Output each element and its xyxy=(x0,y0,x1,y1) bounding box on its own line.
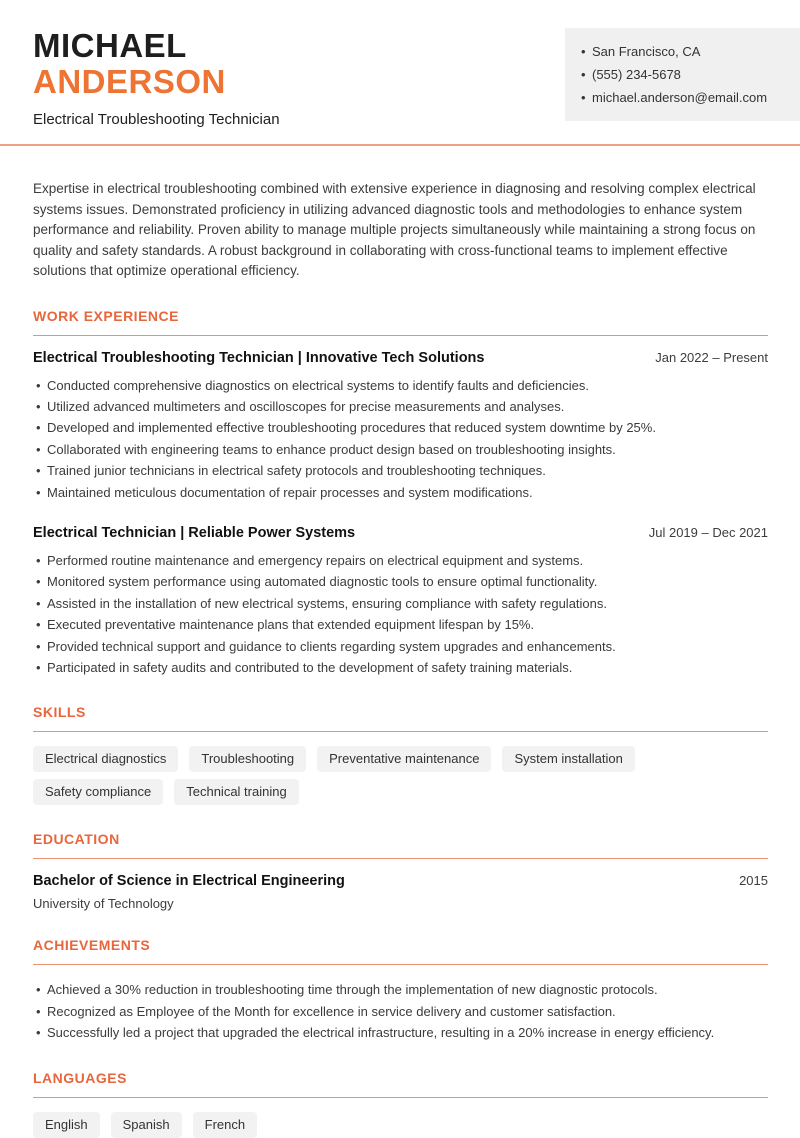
section-work-experience xyxy=(33,308,768,679)
contact-card xyxy=(565,28,800,121)
job-bullet-list xyxy=(33,375,768,503)
job-bullet: • Utilized advanced multimeters and oscilloscopes for precise measurements and analyses. xyxy=(33,396,768,417)
skill-tag: Safety compliance xyxy=(33,779,163,805)
full-name xyxy=(33,28,565,100)
skill-tag-list xyxy=(33,746,768,805)
summary-paragraph: Expertise in electrical troubleshooting combined with extensive experience in diagnosing and resolving complex electrical systems issues. Demonstrated proficiency in utilizing advanced diagnostic tools and methodologies to enhance system performance and reliability. Proven ability to manage multiple projects simultaneously while maintaining a strong focus on quality and safety standards. A robust background in collaborating with cross-functional teams to implement effective solutions that optimize operational efficiency. xyxy=(33,181,756,278)
job-bullet: • Trained junior technicians in electrical safety protocols and troubleshooting techniques. xyxy=(33,460,768,481)
section-education xyxy=(33,831,768,911)
language-tag: Spanish xyxy=(111,1112,182,1138)
last-name: ANDERSON xyxy=(33,63,226,100)
job-entry-head xyxy=(33,350,768,366)
job-bullet: • Provided technical support and guidance to clients regarding system upgrades and enhancements. xyxy=(33,636,768,657)
job-bullet: • Conducted comprehensive diagnostics on electrical systems to identify faults and deficiencies. xyxy=(33,375,768,396)
education-entry-head xyxy=(33,873,768,889)
achievement-list xyxy=(33,979,768,1043)
job-bullet: • Developed and implemented effective troubleshooting procedures that reduced system downtime by 25%. xyxy=(33,417,768,438)
job-bullet: • Monitored system performance using automated diagnostic tools to ensure optimal functionality. xyxy=(33,571,768,592)
job-title: Electrical Troubleshooting Technician | Innovative Tech Solutions xyxy=(33,349,485,366)
job-headline: Electrical Troubleshooting Technician xyxy=(33,111,280,128)
section-heading-education: EDUCATION xyxy=(33,831,768,859)
school-name: University of Technology xyxy=(33,896,174,912)
section-languages xyxy=(33,1070,768,1138)
contact-item: • (555) 234-5678 xyxy=(579,63,784,86)
first-name: MICHAEL xyxy=(33,27,187,64)
job-dates: Jul 2019 – Dec 2021 xyxy=(648,524,768,540)
section-heading-skills: SKILLS xyxy=(33,704,768,732)
education-entry xyxy=(33,873,768,911)
contact-item: • michael.anderson@email.com xyxy=(579,86,784,109)
degree-title: Bachelor of Science in Electrical Engineering xyxy=(33,873,345,890)
achievement-bullet: • Achieved a 30% reduction in troubleshooting time through the implementation of new diagnostic protocols. xyxy=(33,979,768,1000)
language-tag: French xyxy=(193,1112,257,1138)
section-heading-work: WORK EXPERIENCE xyxy=(33,308,768,336)
achievement-bullet: • Recognized as Employee of the Month for excellence in service delivery and customer satisfaction. xyxy=(33,1001,768,1022)
job-entry-head xyxy=(33,525,768,541)
contact-list xyxy=(579,40,784,109)
header xyxy=(33,28,768,128)
name-block xyxy=(33,28,565,128)
achievement-bullet: • Successfully led a project that upgraded the electrical infrastructure, resulting in a 20% increase in energy efficiency. xyxy=(33,1022,768,1043)
job-bullet: • Participated in safety audits and contributed to the development of safety training materials. xyxy=(33,657,768,678)
section-heading-achievements: ACHIEVEMENTS xyxy=(33,937,768,965)
skill-tag: Electrical diagnostics xyxy=(33,746,178,772)
section-heading-languages: LANGUAGES xyxy=(33,1070,768,1098)
section-skills xyxy=(33,704,768,805)
job-bullet-list xyxy=(33,550,768,678)
language-tag: English xyxy=(33,1112,100,1138)
skill-tag: Preventative maintenance xyxy=(317,746,491,772)
header-divider xyxy=(0,144,800,146)
job-entry xyxy=(33,525,768,678)
job-title: Electrical Technician | Reliable Power Systems xyxy=(33,524,356,541)
job-bullet: • Maintained meticulous documentation of repair processes and system modifications. xyxy=(33,482,768,503)
job-dates: Jan 2022 – Present xyxy=(655,349,768,365)
job-entry xyxy=(33,350,768,503)
section-achievements xyxy=(33,937,768,1043)
skill-tag: Troubleshooting xyxy=(189,746,306,772)
job-bullet: • Collaborated with engineering teams to enhance product design based on troubleshooting insights. xyxy=(33,439,768,460)
language-tag-list xyxy=(33,1112,768,1138)
education-year: 2015 xyxy=(739,873,768,889)
skill-tag: System installation xyxy=(502,746,634,772)
job-bullet: • Performed routine maintenance and emergency repairs on electrical equipment and systems. xyxy=(33,550,768,571)
job-bullet: • Assisted in the installation of new electrical systems, ensuring compliance with safety regulations. xyxy=(33,593,768,614)
skill-tag: Technical training xyxy=(174,779,298,805)
contact-item: • San Francisco, CA xyxy=(579,40,784,63)
job-bullet: • Executed preventative maintenance plans that extended equipment lifespan by 15%. xyxy=(33,614,768,635)
